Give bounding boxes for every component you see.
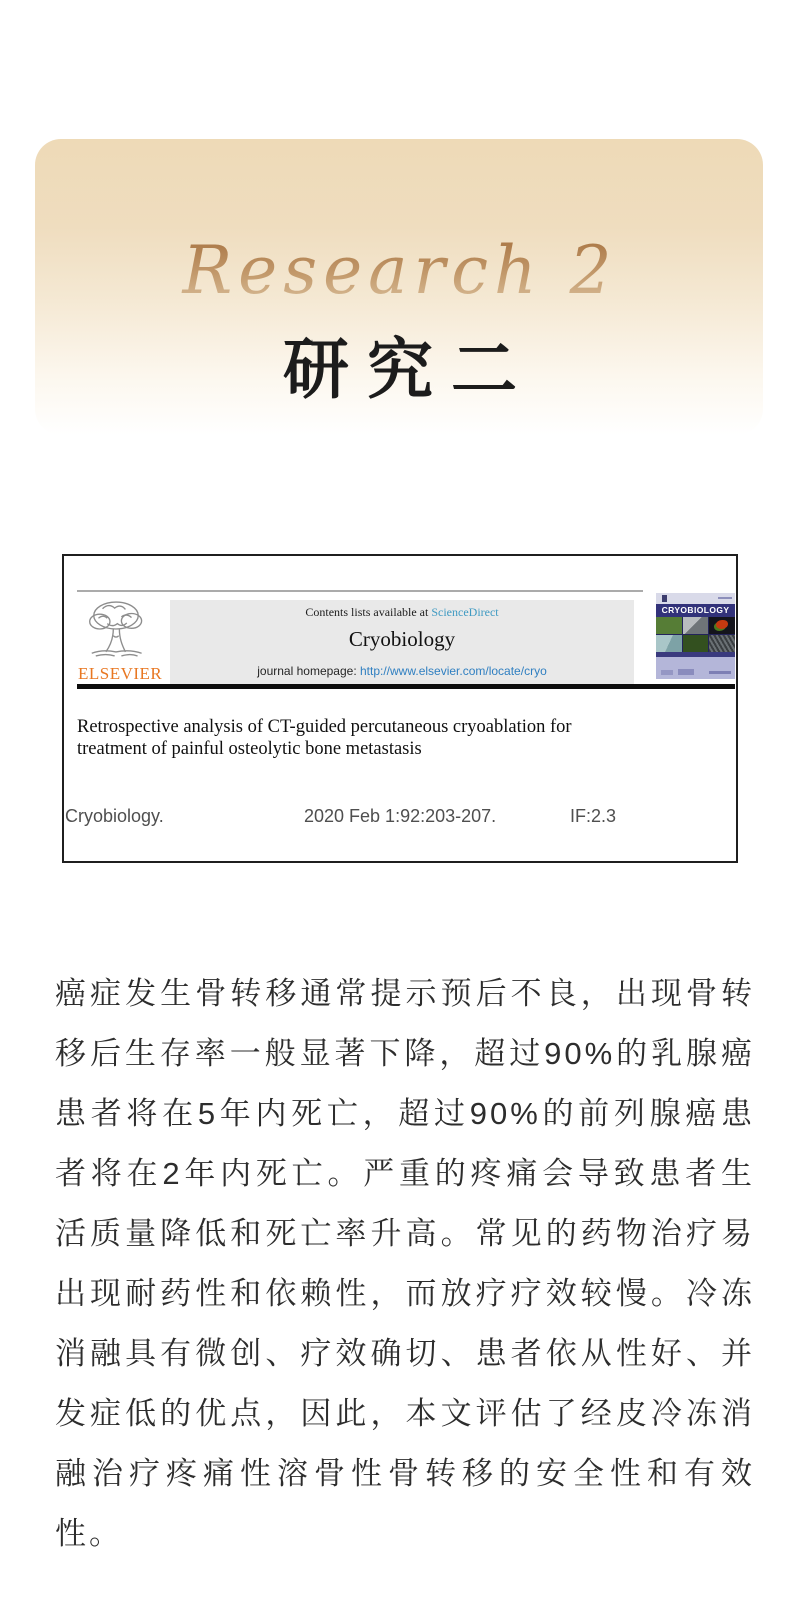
- meta-impact-factor: IF:2.3: [570, 806, 617, 826]
- homepage-line: [170, 664, 634, 678]
- cover-image-4: [656, 635, 682, 652]
- masthead-top-rule: [77, 590, 643, 592]
- journal-masthead: [170, 600, 634, 684]
- journal-citation-card: [62, 554, 738, 863]
- section-script-title: Research 2: [0, 232, 800, 309]
- cover-image-grid: [656, 617, 735, 652]
- elsevier-logo: [78, 598, 170, 684]
- cover-image-1: [656, 617, 682, 634]
- elsevier-tree-icon: [82, 598, 150, 660]
- meta-journal-name: Cryobiology.: [65, 806, 164, 826]
- article-title: Retrospective analysis of CT-guided percutaneous cryoablation for treatment of painful osteolytic bone metastasis: [77, 717, 572, 759]
- cover-mini-logo: [662, 595, 667, 602]
- homepage-url-link[interactable]: http://www.elsevier.com/locate/cryo: [360, 664, 547, 678]
- contents-prefix-label: Contents lists available at: [305, 605, 432, 619]
- section-chinese-title: 研究二: [283, 334, 535, 407]
- homepage-label: journal homepage:: [257, 664, 360, 678]
- journal-name: Cryobiology: [348, 627, 456, 651]
- cover-image-2: [683, 617, 709, 634]
- meta-citation: 2020 Feb 1:92:203-207.: [304, 806, 497, 826]
- cover-issue-text: [718, 597, 732, 599]
- cover-footer-text: [656, 668, 735, 676]
- sciencedirect-link[interactable]: ScienceDirect: [431, 605, 499, 619]
- contents-line: [170, 605, 634, 620]
- cover-strip-band: [656, 652, 735, 657]
- journal-cover-thumbnail: [656, 593, 735, 679]
- abstract-paragraph: 癌症发生骨转移通常提示预后不良，出现骨转移后生存率一般显著下降，超过90%的乳腺癌患者将在5年内死亡，超过90%的前列腺癌患者将在2年内死亡。严重的疼痛会导致患者生活质量降低和死亡率升高。常见的药物治疗易出现耐药性和依赖性，而放疗疗效较慢。冷冻消融具有微创、疗效确切、患者依从性好、并发症低的优点，因此，本文评估了经皮冷冻消融治疗疼痛性溶骨性骨转移的安全性和有效性。: [55, 976, 755, 1551]
- masthead-bottom-rule: [77, 684, 735, 689]
- cover-image-3: [709, 617, 735, 634]
- citation-meta-row: [64, 806, 736, 830]
- cover-image-5: [683, 635, 709, 652]
- cover-image-6: [709, 635, 735, 652]
- publisher-wordmark: ELSEVIER: [78, 664, 163, 683]
- cover-top-band: [656, 593, 735, 604]
- cover-title: CRYOBIOLOGY: [656, 604, 735, 617]
